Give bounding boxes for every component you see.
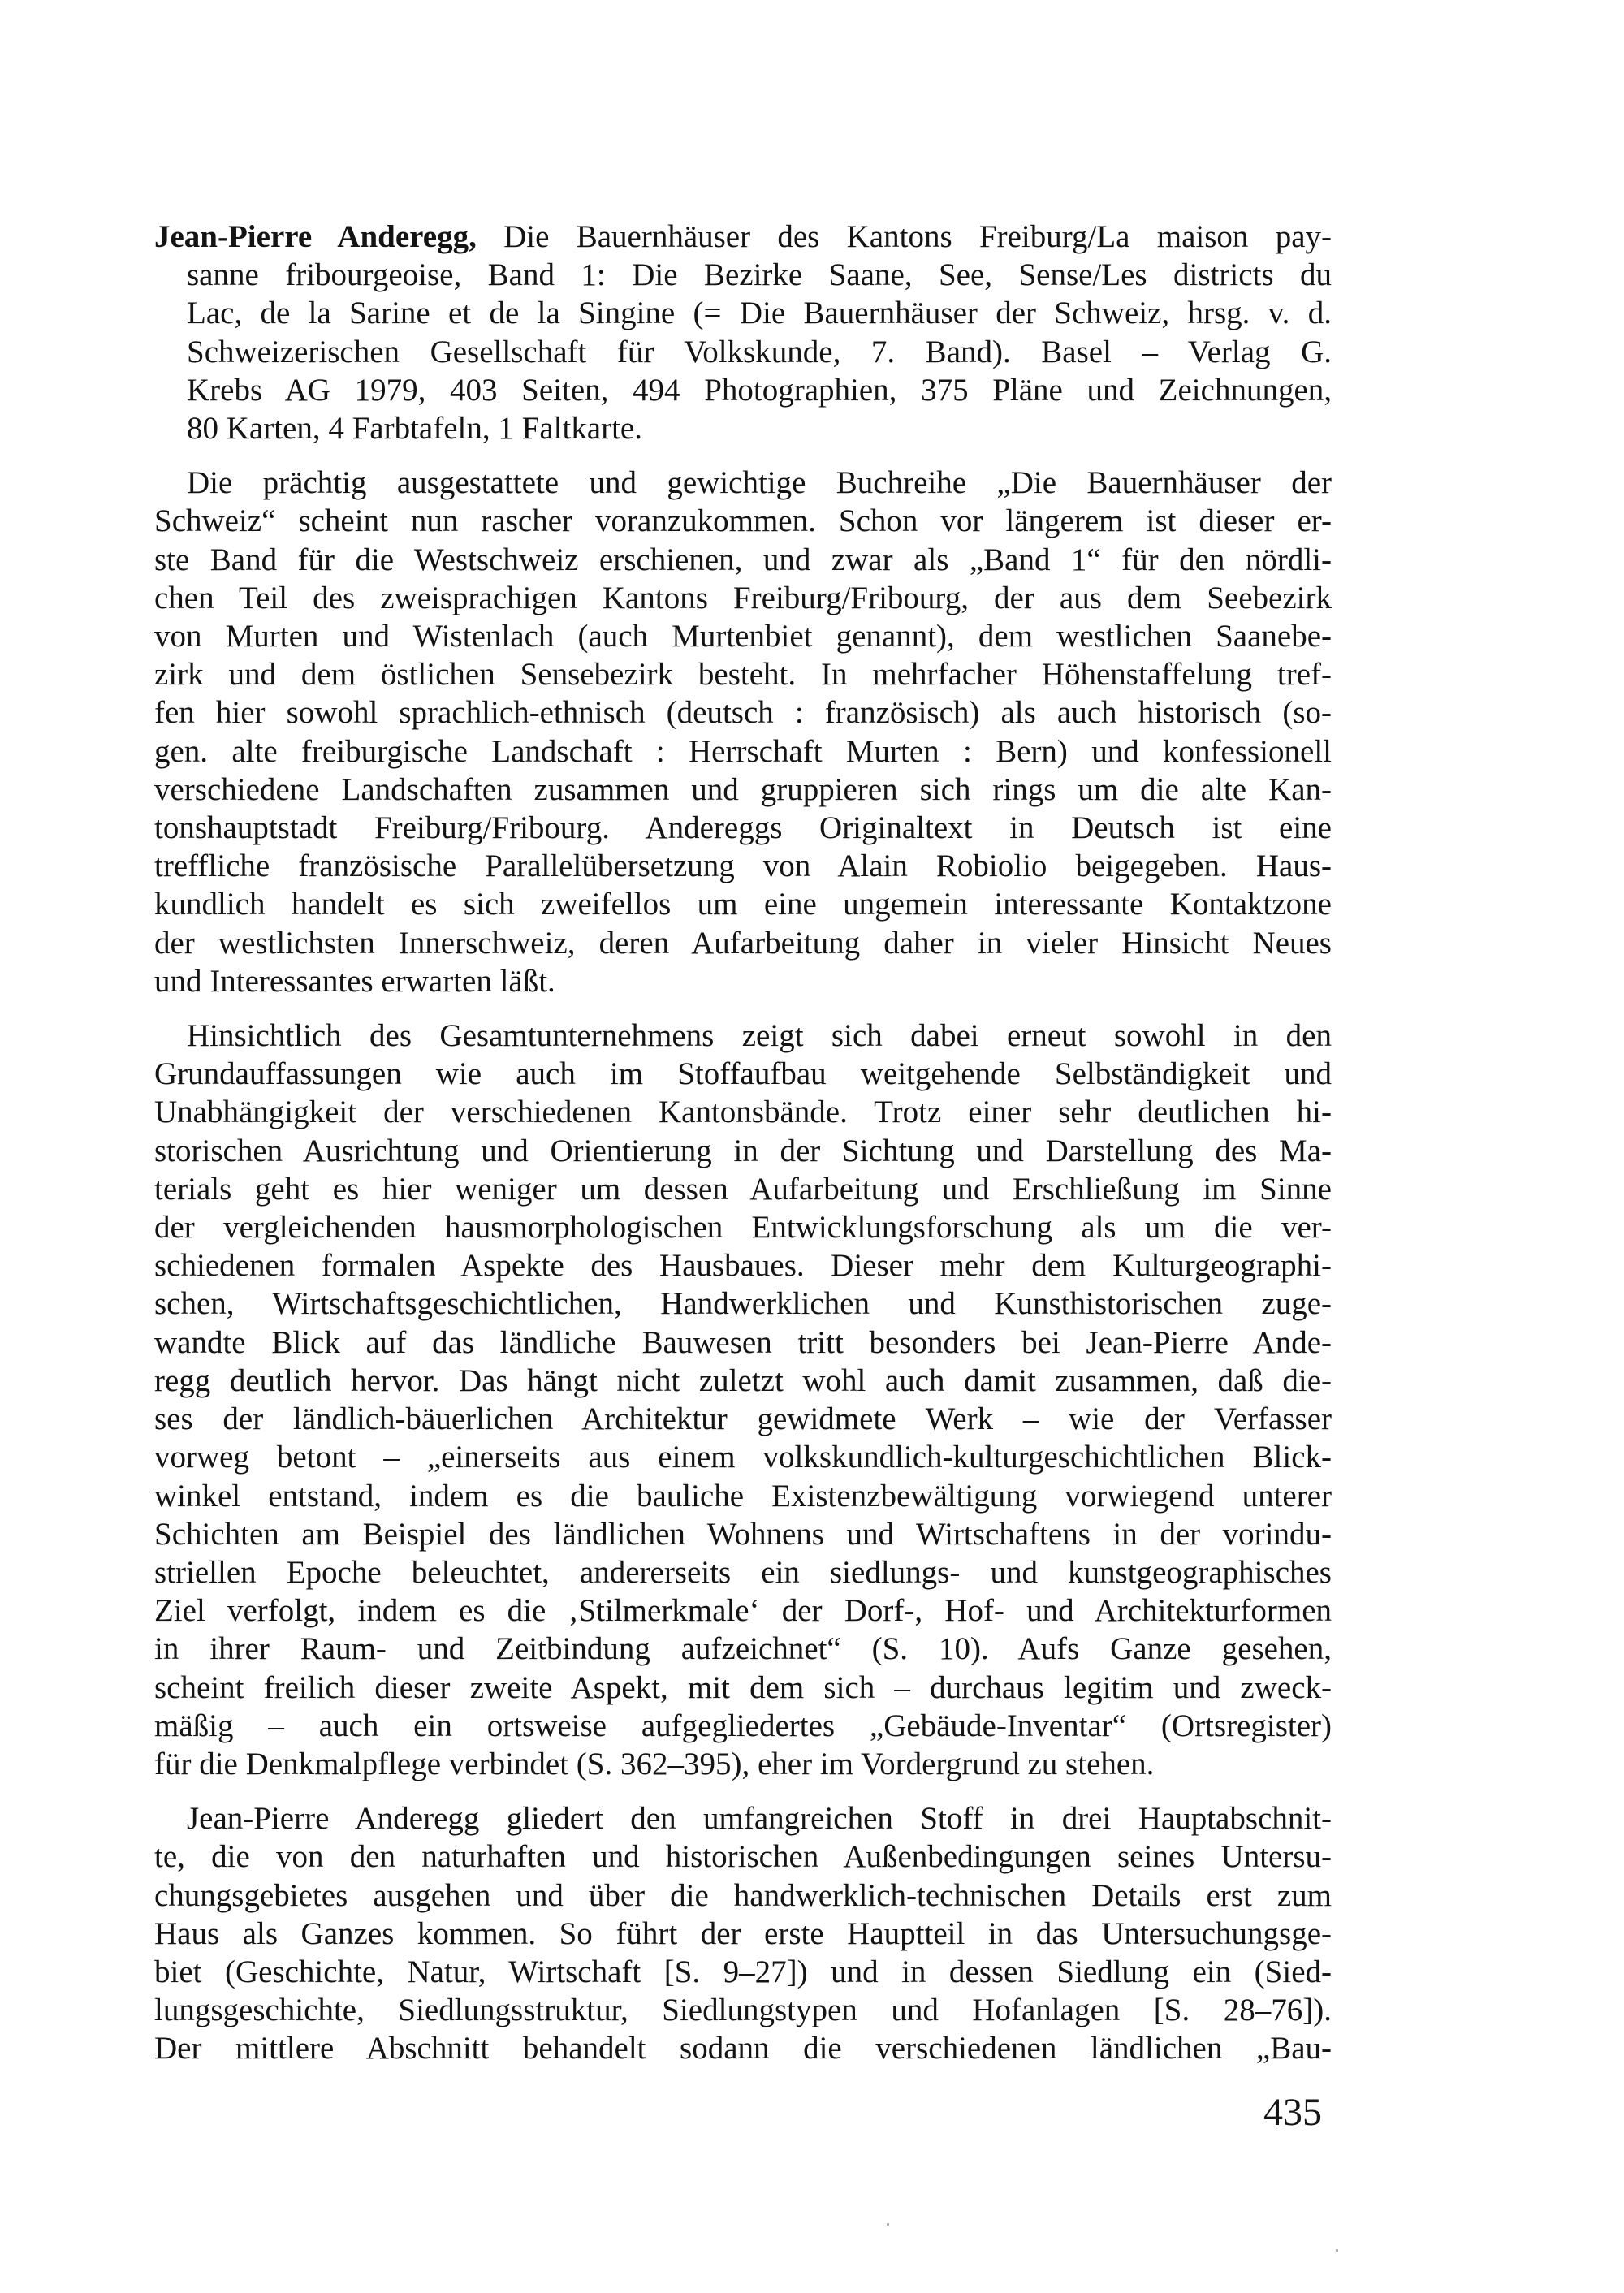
scan-speck [1336,2249,1338,2252]
book-title-start: Die Bauernhäuser des Kantons Freiburg/La maison pay- [476,219,1332,254]
scan-speck [887,2223,889,2226]
text-line: Ziel verfolgt, indem es die ‚Stilmerkmale‘ der Dorf-, Hof- und Architekturformen [154,1593,1332,1629]
page-number: 435 [1263,2091,1322,2134]
text-line: Schichten am Beispiel des ländlichen Wohnens und Wirtschaftens in der vorindu- [154,1516,1332,1552]
bibliographic-entry [154,218,1332,447]
text-line: schiedenen formalen Aspekte des Hausbaues. Dieser mehr dem Kulturgeographi- [154,1248,1332,1284]
text-line: wandte Blick auf das ländliche Bauwesen tritt besonders bei Jean-Pierre Ande- [154,1324,1332,1360]
text-line: regg deutlich hervor. Das hängt nicht zuletzt wohl auch damit zusammen, daß die- [154,1362,1332,1398]
text-line: Die prächtig ausgestattete und gewichtige Buchreihe „Die Bauernhäuser der [187,465,1332,501]
text-line: lungsgeschichte, Siedlungsstruktur, Siedlungstypen und Hofanlagen [S. 28–76]). [154,1993,1332,2028]
text-line: Krebs AG 1979, 403 Seiten, 494 Photographien, 375 Pläne und Zeichnungen, [187,372,1332,408]
text-line: fen hier sowohl sprachlich-ethnisch (deutsch : französisch) als auch historisch (so- [154,695,1332,731]
text-line: Schweizerischen Gesellschaft für Volkskunde, 7. Band). Basel – Verlag G. [187,334,1332,369]
text-line: ses der ländlich-bäuerlichen Architektur gewidmete Werk – wie der Verfasser [154,1401,1332,1437]
text-line: te, die von den naturhaften und historischen Außenbedingungen seines Untersu- [154,1839,1332,1875]
body-paragraph-2 [154,1017,1332,1783]
body-paragraph-3 [154,1799,1332,2067]
text-line: treffliche französische Parallelübersetzung von Alain Robiolio beigegeben. Haus- [154,849,1332,884]
text-line: der westlichsten Innerschweiz, deren Aufarbeitung daher in vieler Hinsicht Neues [154,925,1332,961]
text-line: vorweg betont – „einerseits aus einem volkskundlich-kulturgeschichtlichen Blick- [154,1440,1332,1475]
text-line [154,218,1332,256]
text-line: tonshauptstadt Freiburg/Fribourg. Andereggs Originaltext in Deutsch ist eine [154,810,1332,846]
author-name: Jean-Pierre Anderegg, [154,219,477,254]
text-line: Schweiz“ scheint nun rascher voranzukommen. Schon vor längerem ist dieser er- [154,503,1332,539]
text-line: Hinsichtlich des Gesamtunternehmens zeigt sich dabei erneut sowohl in den [187,1018,1332,1054]
text-line: winkel entstand, indem es die bauliche Existenzbewältigung vorwiegend unterer [154,1478,1332,1514]
text-line: biet (Geschichte, Natur, Wirtschaft [S. 9–27]) und in dessen Siedlung ein (Sied- [154,1954,1332,1989]
text-line: der vergleichenden hausmorphologischen Entwicklungsforschung als um die ver- [154,1210,1332,1246]
text-line: schen, Wirtschaftsgeschichtlichen, Handwerklichen und Kunsthistorischen zuge- [154,1286,1332,1322]
review-text [154,218,1332,2068]
text-line: gen. alte freiburgische Landschaft : Herrschaft Murten : Bern) und konfessionell [154,733,1332,769]
text-line: ste Band für die Westschweiz erschienen, und zwar als „Band 1“ für den nördli- [154,542,1332,577]
text-line: und Interessantes erwarten läßt. [154,963,555,999]
text-line: Jean-Pierre Anderegg gliedert den umfangreichen Stoff in drei Hauptabschnit- [187,1801,1332,1837]
text-line: für die Denkmalpflege verbindet (S. 362–395), eher im Vordergrund zu stehen. [154,1746,1155,1781]
text-line: Unabhängigkeit der verschiedenen Kantonsbände. Trotz einer sehr deutlichen hi- [154,1095,1332,1130]
body-paragraph-1 [154,464,1332,1000]
text-line: zirk und dem östlichen Sensebezirk besteht. In mehrfacher Höhenstaffelung tref- [154,657,1332,693]
text-line: kundlich handelt es sich zweifellos um eine ungemein interessante Kontaktzone [154,887,1332,922]
text-line: chen Teil des zweisprachigen Kantons Freiburg/Fribourg, der aus dem Seebezirk [154,580,1332,615]
text-line: mäßig – auch ein ortsweise aufgegliedertes „Gebäude-Inventar“ (Ortsregister) [154,1708,1332,1743]
text-line: verschiedene Landschaften zusammen und gruppieren sich rings um die alte Kan- [154,771,1332,807]
text-line: storischen Ausrichtung und Orientierung in der Sichtung und Darstellung des Ma- [154,1133,1332,1168]
text-line: Der mittlere Abschnitt behandelt sodann die verschiedenen ländlichen „Bau- [154,2031,1332,2066]
text-line: striellen Epoche beleuchtet, andererseits ein siedlungs- und kunstgeographisches [154,1554,1332,1590]
text-line: sanne fribourgeoise, Band 1: Die Bezirke Saane, See, Sense/Les districts du [187,257,1332,293]
text-line: von Murten und Wistenlach (auch Murtenbiet genannt), dem westlichen Saanebe- [154,619,1332,654]
text-line: Lac, de la Sarine et de la Singine (= Die Bauernhäuser der Schweiz, hrsg. v. d. [187,296,1332,331]
text-line: Grundauffassungen wie auch im Stoffaufbau weitgehende Selbständigkeit und [154,1056,1332,1092]
text-line: 80 Karten, 4 Farbtafeln, 1 Faltkarte. [187,411,642,447]
text-line: chungsgebietes ausgehen und über die handwerklich-technischen Details erst zum [154,1877,1332,1913]
text-line: Haus als Ganzes kommen. So führt der erste Hauptteil in das Untersuchungsge- [154,1915,1332,1951]
text-line: scheint freilich dieser zweite Aspekt, mit dem sich – durchaus legitim und zweck- [154,1669,1332,1705]
text-line: in ihrer Raum- und Zeitbindung aufzeichnet“ (S. 10). Aufs Ganze gesehen, [154,1631,1332,1667]
text-line: terials geht es hier weniger um dessen Aufarbeitung und Erschließung im Sinne [154,1171,1332,1207]
